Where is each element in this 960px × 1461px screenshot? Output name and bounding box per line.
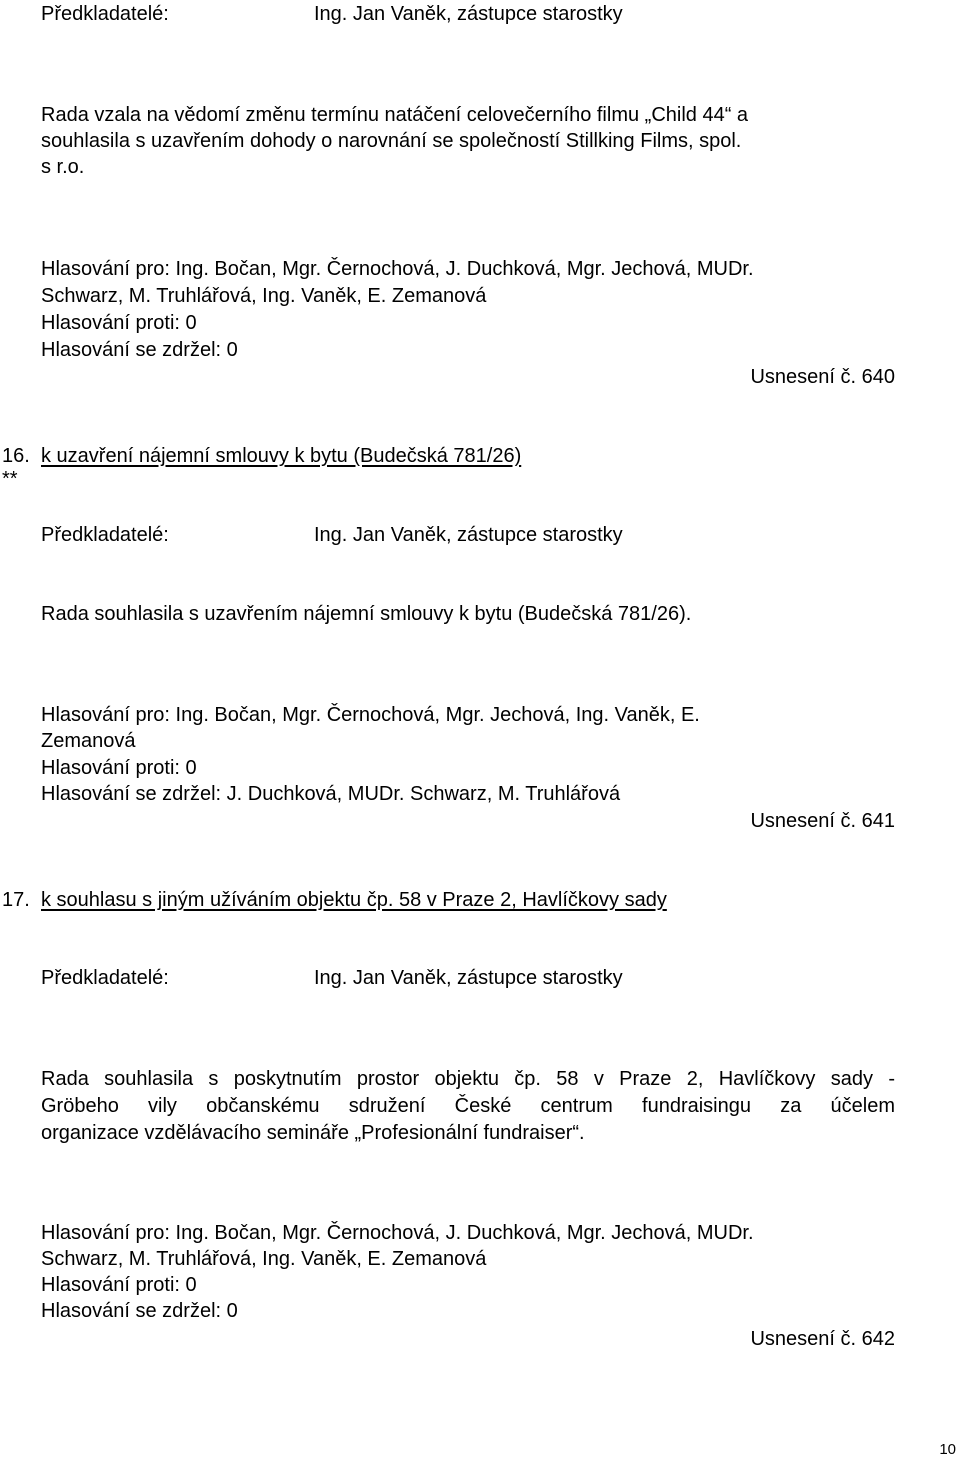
resolution-number: Usnesení č. 642 bbox=[750, 1328, 895, 1350]
resolution-text-line: s r.o. bbox=[41, 156, 85, 178]
vote-for: Hlasování pro: Ing. Bočan, Mgr. Černochová, J. Duchková, Mgr. Jechová, MUDr. bbox=[41, 1222, 754, 1244]
vote-for: Hlasování pro: Ing. Bočan, Mgr. Černochová, J. Duchková, Mgr. Jechová, MUDr. bbox=[41, 258, 754, 280]
presenter-label: Předkladatelé: bbox=[41, 967, 169, 989]
page-number: 10 bbox=[939, 1441, 956, 1458]
presenter-label: Předkladatelé: bbox=[41, 3, 169, 25]
item-number: 17. bbox=[2, 889, 30, 911]
vote-for: Hlasování pro: Ing. Bočan, Mgr. Černochová, Mgr. Jechová, Ing. Vaněk, E. bbox=[41, 704, 700, 726]
presenter-name: Ing. Jan Vaněk, zástupce starostky bbox=[314, 3, 623, 25]
vote-against: Hlasování proti: 0 bbox=[41, 312, 197, 334]
resolution-text-line: Rada vzala na vědomí změnu termínu natáčení celovečerního filmu „Child 44“ a bbox=[41, 104, 749, 126]
vote-abstain: Hlasování se zdržel: 0 bbox=[41, 339, 238, 361]
vote-against: Hlasování proti: 0 bbox=[41, 757, 197, 779]
resolution-text-line: Rada souhlasila s uzavřením nájemní smlouvy k bytu (Budečská 781/26). bbox=[41, 603, 692, 625]
resolution-text-line: Rada souhlasila s poskytnutím prostor objektu čp. 58 v Praze 2, Havlíčkovy sady - bbox=[41, 1068, 895, 1090]
item-title: k uzavření nájemní smlouvy k bytu (Budečská 781/26) bbox=[41, 445, 522, 467]
resolution-text-line: organizace vzdělávacího semináře „Profesionální fundraiser“. bbox=[41, 1122, 585, 1144]
presenter-name: Ing. Jan Vaněk, zástupce starostky bbox=[314, 524, 623, 546]
resolution-text-line: Gröbeho vily občanskému sdružení České centrum fundraisingu za účelem bbox=[41, 1095, 895, 1117]
item-marker: ** bbox=[2, 468, 18, 490]
vote-against: Hlasování proti: 0 bbox=[41, 1274, 197, 1296]
presenter-name: Ing. Jan Vaněk, zástupce starostky bbox=[314, 967, 623, 989]
vote-for-continued: Schwarz, M. Truhlářová, Ing. Vaněk, E. Zemanová bbox=[41, 285, 487, 307]
presenter-label: Předkladatelé: bbox=[41, 524, 169, 546]
item-number: 16. bbox=[2, 445, 30, 467]
resolution-number: Usnesení č. 641 bbox=[750, 810, 895, 832]
vote-abstain: Hlasování se zdržel: 0 bbox=[41, 1300, 238, 1322]
resolution-number: Usnesení č. 640 bbox=[750, 366, 895, 388]
vote-for-continued: Zemanová bbox=[41, 730, 136, 752]
resolution-text-line: souhlasila s uzavřením dohody o narovnání se společností Stillking Films, spol. bbox=[41, 130, 742, 152]
item-title: k souhlasu s jiným užíváním objektu čp. 58 v Praze 2, Havlíčkovy sady bbox=[41, 889, 667, 911]
vote-abstain: Hlasování se zdržel: J. Duchková, MUDr. Schwarz, M. Truhlářová bbox=[41, 783, 621, 805]
vote-for-continued: Schwarz, M. Truhlářová, Ing. Vaněk, E. Zemanová bbox=[41, 1248, 487, 1270]
